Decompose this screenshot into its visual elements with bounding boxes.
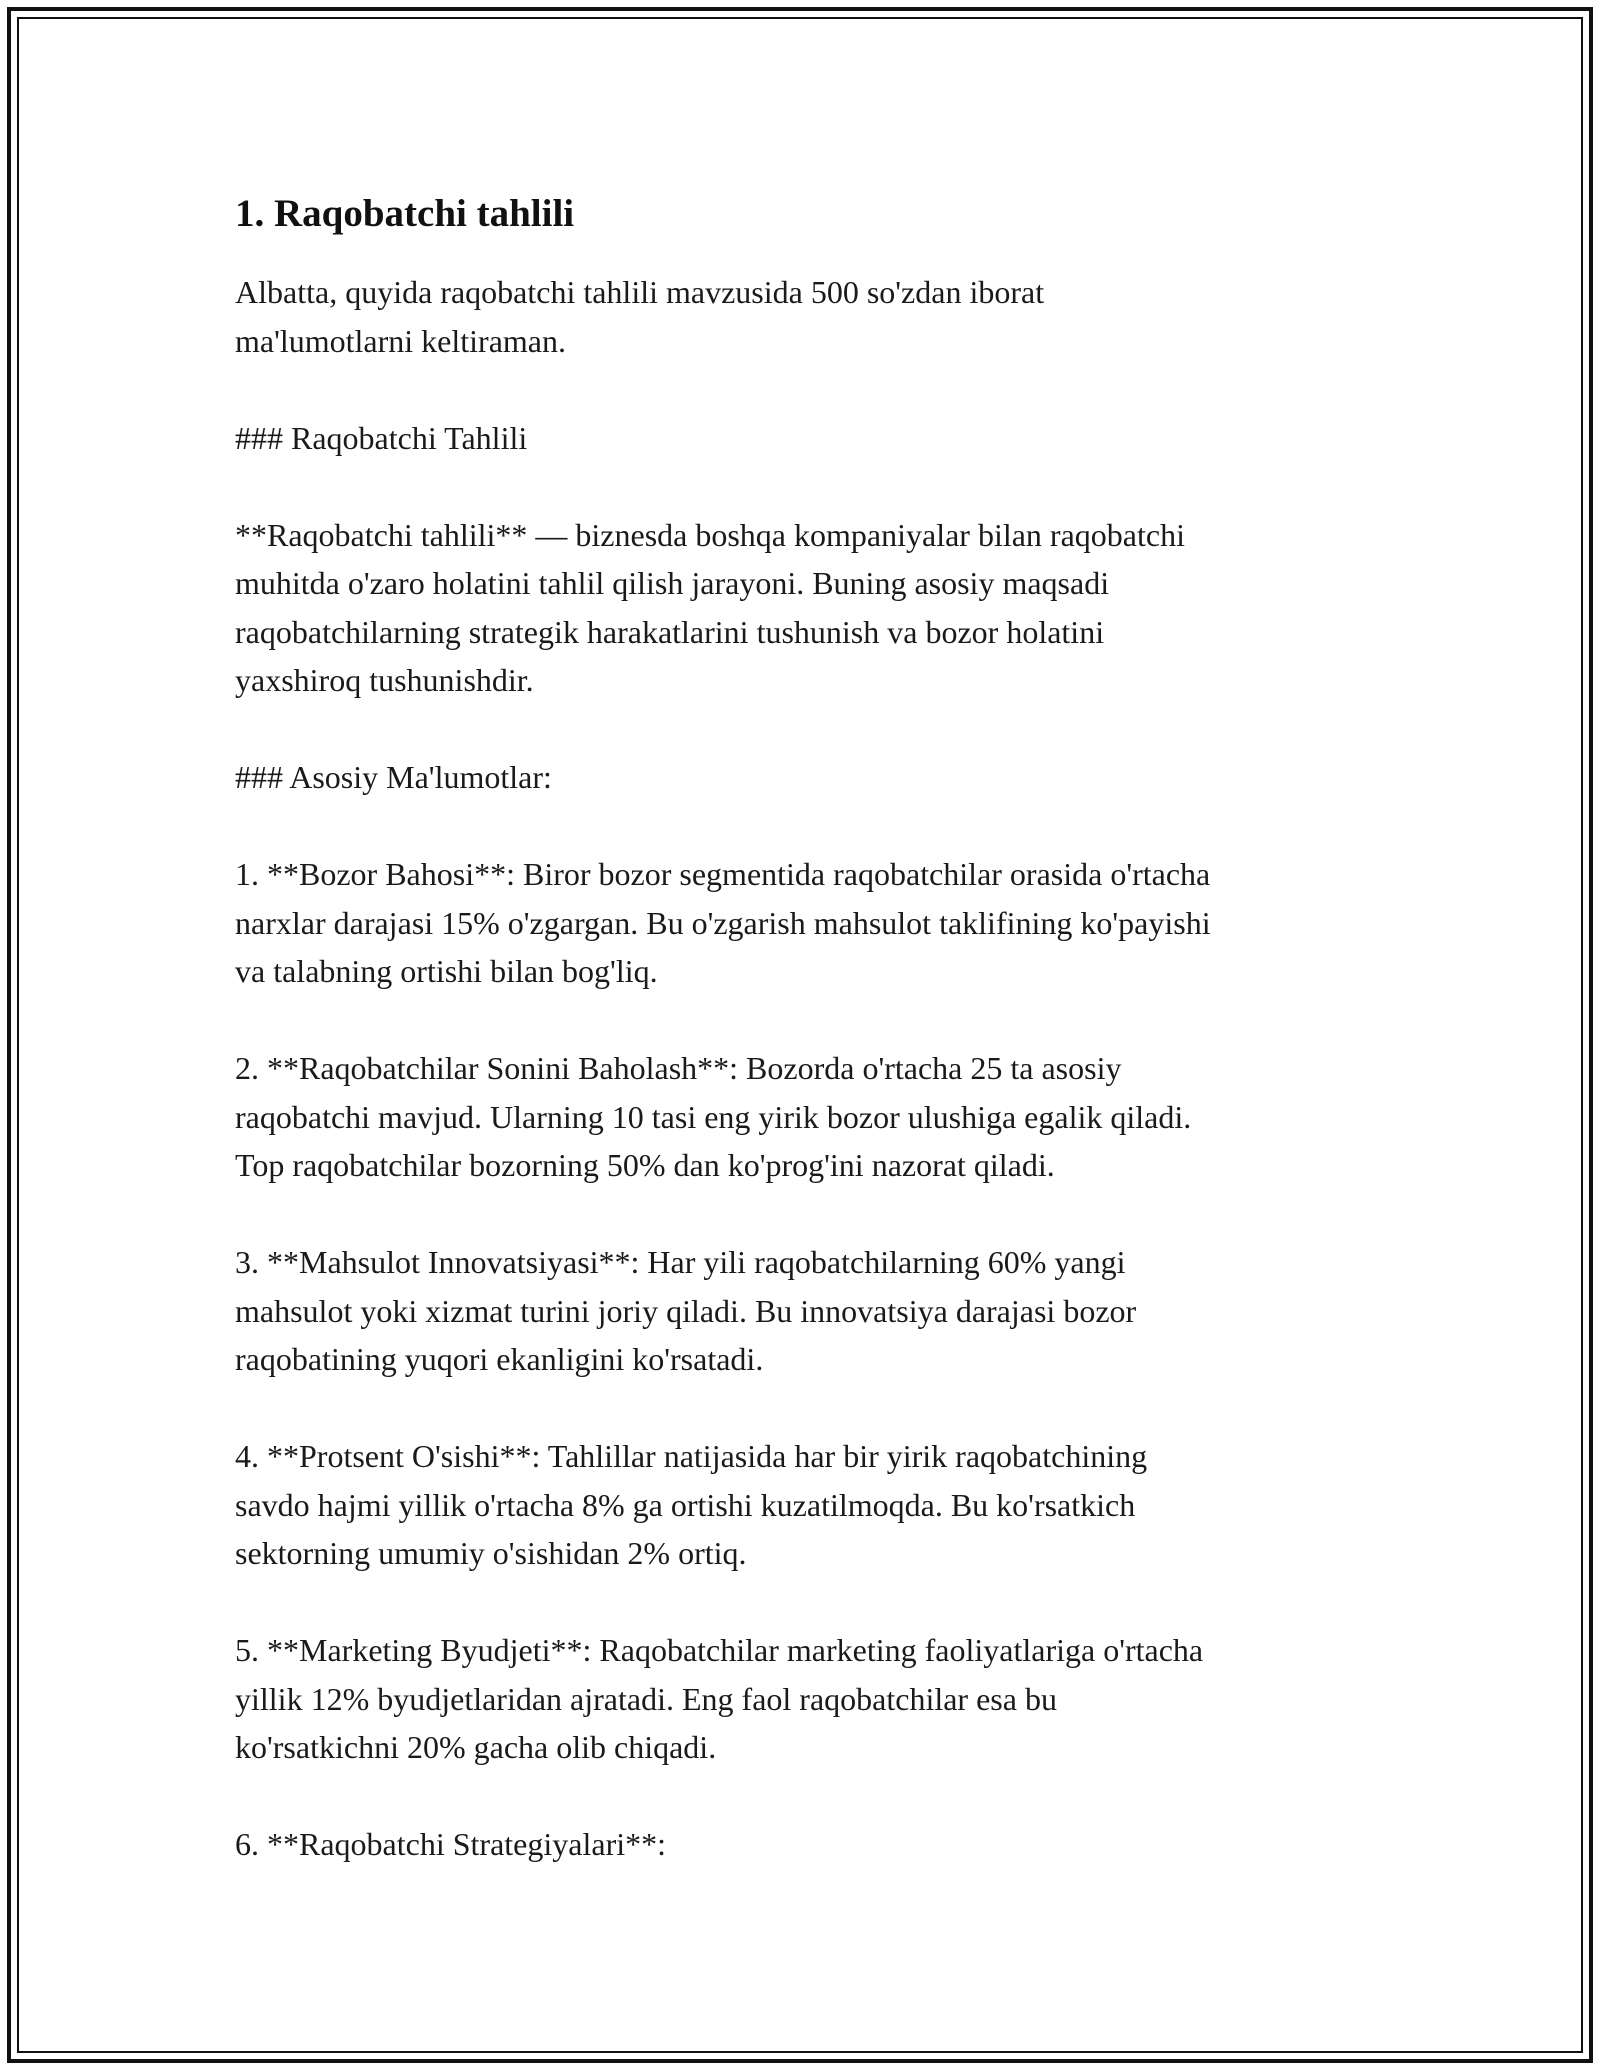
definition-paragraph: **Raqobatchi tahlili** — biznesda boshqa kompaniyalar bilan raqobatchi muhitda o'zaro holatini tahlil qilish jarayoni. Buning asosiy maqsadi raqobatchilarning strategik harakatlarini tushunish va bozor holatini yaxshiroq tushunishdir.: [235, 516, 1185, 698]
document-body: [235, 190, 1365, 1917]
list-item-mahsulot-innovatsiyasi: 3. **Mahsulot Innovatsiyasi**: Har yili raqobatchilarning 60% yangi mahsulot yoki xizmat turini joriy qiladi. Bu innovatsiya darajasi bozor raqobatining yuqori ekanligini ko'rsatadi.: [235, 1244, 1137, 1377]
document-title: 1. Raqobatchi tahlili: [235, 192, 575, 235]
list-item-marketing-byudjeti: 5. **Marketing Byudjeti**: Raqobatchilar marketing faoliyatlariga o'rtacha yillik 12% byudjetlaridan ajratadi. Eng faol raqobatchilar esa bu ko'rsatkichni 20% gacha olib chiqadi.: [235, 1632, 1204, 1765]
list-item-bozor-bahosi: 1. **Bozor Bahosi**: Biror bozor segmentida raqobatchilar orasida o'rtacha narxlar darajasi 15% o'zgargan. Bu o'zgarish mahsulot taklifining ko'payishi va talabning ortishi bilan bog'liq.: [235, 856, 1211, 989]
list-item-raqobatchilar-sonini-baholash: 2. **Raqobatchilar Sonini Baholash**: Bozorda o'rtacha 25 ta asosiy raqobatchi mavjud. Ularning 10 tasi eng yirik bozor ulushiga egalik qiladi. Top raqobatchilar bozorning 50% dan ko'prog'ini nazorat qiladi.: [235, 1050, 1192, 1183]
list-item-raqobatchi-strategiyalari: 6. **Raqobatchi Strategiyalari**:: [235, 1826, 666, 1862]
section-heading-asosiy-malumotlar: ### Asosiy Ma'lumotlar:: [235, 759, 552, 795]
intro-paragraph: Albatta, quyida raqobatchi tahlili mavzusida 500 so'zdan iborat ma'lumotlarni keltiraman.: [235, 274, 1045, 359]
list-item-protsent-osishi: 4. **Protsent O'sishi**: Tahlillar natijasida har bir yirik raqobatchining savdo hajmi yillik o'rtacha 8% ga ortishi kuzatilmoqda. Bu ko'rsatkich sektorning umumiy o'sishidan 2% ortiq.: [235, 1438, 1148, 1571]
section-heading-raqobatchi-tahlili: ### Raqobatchi Tahlili: [235, 419, 528, 456]
